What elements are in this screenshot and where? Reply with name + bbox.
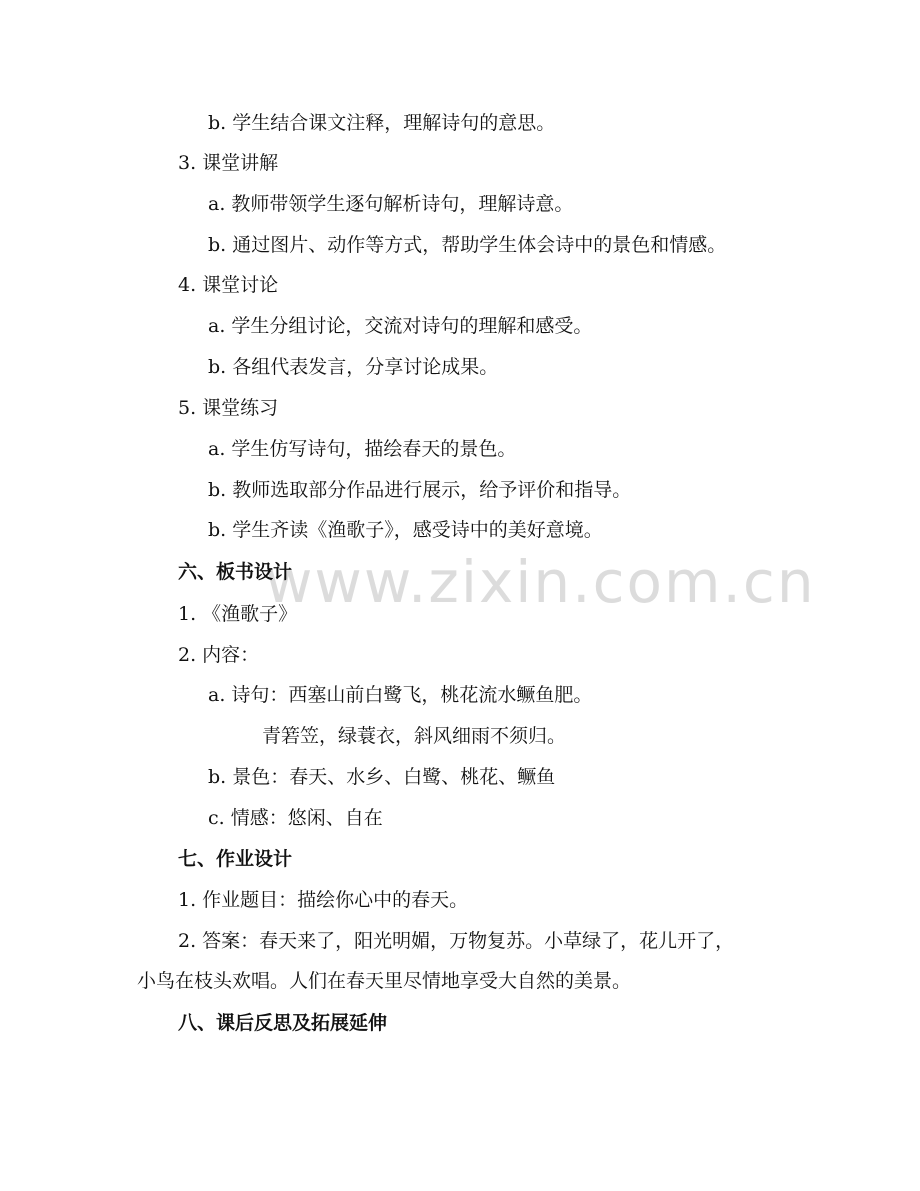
list-item: 2. 内容： — [178, 644, 260, 666]
poem-line: 青箬笠，绿蓑衣，斜风细雨不须归。 — [262, 725, 567, 747]
section-heading: 七、作业设计 — [178, 848, 293, 870]
list-item: a. 学生仿写诗句，描绘春天的景色。 — [208, 438, 517, 460]
list-item: a. 教师带领学生逐句解析诗句，理解诗意。 — [208, 193, 574, 215]
list-item: 5. 课堂练习 — [178, 397, 279, 419]
watermark: www.zixin.com.cn — [265, 548, 816, 616]
list-item: b. 教师选取部分作品进行展示，给予评价和指导。 — [208, 479, 632, 501]
list-item: b. 通过图片、动作等方式，帮助学生体会诗中的景色和情感。 — [208, 234, 727, 256]
list-item: b. 学生结合课文注释，理解诗句的意思。 — [208, 112, 556, 134]
list-item: 3. 课堂讲解 — [178, 152, 279, 174]
list-item: 1. 《渔歌子》 — [178, 603, 298, 625]
list-item: b. 景色：春天、水乡、白鹭、桃花、鳜鱼 — [208, 766, 556, 788]
paragraph-line: 2. 答案：春天来了，阳光明媚，万物复苏。小草绿了，花儿开了， — [178, 930, 735, 952]
list-item: a. 学生分组讨论，交流对诗句的理解和感受。 — [208, 315, 593, 337]
section-heading: 六、板书设计 — [178, 561, 293, 583]
list-item: b. 学生齐读《渔歌子》，感受诗中的美好意境。 — [208, 519, 603, 541]
paragraph-line: 小鸟在枝头欢唱。人们在春天里尽情地享受大自然的美景。 — [137, 970, 632, 992]
list-item: c. 情感：悠闲、自在 — [208, 807, 383, 829]
list-item: b. 各组代表发言，分享讨论成果。 — [208, 356, 499, 378]
list-item: 4. 课堂讨论 — [178, 274, 279, 296]
section-heading: 八、课后反思及拓展延伸 — [178, 1012, 388, 1034]
list-item: 1. 作业题目：描绘你心中的春天。 — [178, 889, 469, 911]
list-item: a. 诗句：西塞山前白鹭飞，桃花流水鳜鱼肥。 — [208, 684, 593, 706]
